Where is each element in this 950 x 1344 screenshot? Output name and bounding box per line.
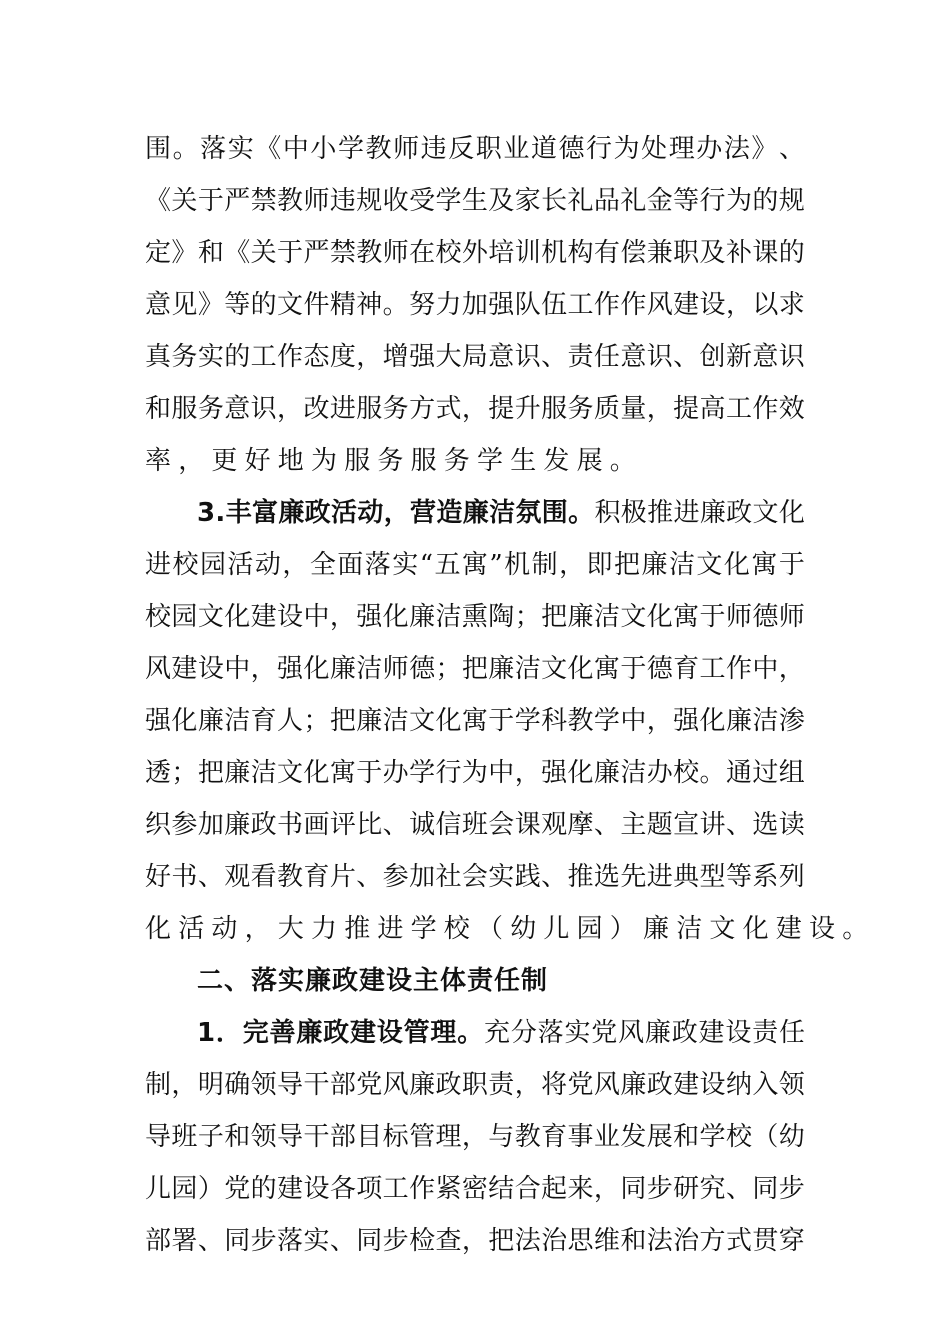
text-line: 率，更好地为服务服务学生发展。 — [145, 446, 644, 476]
text-line: 定 》 和 《 关 于 严 禁 教 师 在 校 外 培 训 机 构 有 偿 兼 职 及 补 课 的 — [145, 238, 805, 268]
text-line: 进 校 园 活 动 ， 全 面 落 实 “ 五 寓 ” 机 制 ， 即 把 廉 洁 文 化 寓 于 — [145, 550, 805, 580]
text-line: 好 书 、 观 看 教 育 片 、 参 加 社 会 实 践 、 推 选 先 进 典 型 等 系 列 — [145, 862, 805, 892]
text-line: 制 ， 明 确 领 导 干 部 党 风 廉 政 职 责 ， 将 党 风 廉 政 建 设 纳 入 领 — [145, 1070, 805, 1100]
text-line: 围 。 落 实 《 中 小 学 教 师 违 反 职 业 道 德 行 为 处 理 办 法 》 、 — [145, 134, 805, 164]
text-line: 透 ； 把 廉 洁 文 化 寓 于 办 学 行 为 中 ， 强 化 廉 洁 办 校 。 通 过 组 — [145, 758, 805, 788]
text-line: 化活动，大力推进学校（幼儿园）廉洁文化建设。 — [145, 914, 876, 944]
text-line: 校 园 文 化 建 设 中 ， 强 化 廉 洁 熏 陶 ； 把 廉 洁 文 化 寓 于 师 德 师 — [145, 602, 805, 632]
text-line: 风 建 设 中 ， 强 化 廉 洁 师 德 ； 把 廉 洁 文 化 寓 于 德 育 工 作 中 ， — [145, 654, 805, 684]
text-line: 部 署 、 同 步 落 实 、 同 步 检 查 ， 把 法 治 思 维 和 法 治 方 式 贯 穿 — [145, 1226, 805, 1256]
text-line: 意 见 》 等 的 文 件 精 神 。 努 力 加 强 队 伍 工 作 作 风 建 设 ， 以 求 — [145, 290, 805, 320]
text-line: 织 参 加 廉 政 书 画 评 比 、 诚 信 班 会 课 观 摩 、 主 题 宣 讲 、 选 读 — [145, 810, 805, 840]
section-heading: 二、落实廉政建设主体责任制 — [197, 966, 549, 996]
text-line: 导 班 子 和 领 导 干 部 目 标 管 理 ， 与 教 育 事 业 发 展 和 学 校 （ 幼 — [145, 1122, 805, 1152]
text-line: 儿 园 ） 党 的 建 设 各 项 工 作 紧 密 结 合 起 来 ， 同 步 研 究 、 同 步 — [145, 1174, 805, 1204]
paragraph-3-first-line: 1 ． 完 善 廉 政 建 设 管 理 。 充 分 落 实 党 风 廉 政 建 设 责 任 — [197, 1018, 805, 1048]
text-line: 《 关 于 严 禁 教 师 违 规 收 受 学 生 及 家 长 礼 品 礼 金 等 行 为 的 规 — [145, 186, 805, 216]
text-line: 和 服 务 意 识 ， 改 进 服 务 方 式 ， 提 升 服 务 质 量 ， 提 高 工 作 效 — [145, 394, 805, 424]
text-line: 强 化 廉 洁 育 人 ； 把 廉 洁 文 化 寓 于 学 科 教 学 中 ， 强 化 廉 洁 渗 — [145, 706, 805, 736]
text-line: 真 务 实 的 工 作 态 度 ， 增 强 大 局 意 识 、 责 任 意 识 、 创 新 意 识 — [145, 342, 805, 372]
paragraph-2-first-line: 3 . 丰 富 廉 政 活 动 ， 营 造 廉 洁 氛 围 。 积 极 推 进 廉 政 文 化 — [197, 498, 805, 528]
